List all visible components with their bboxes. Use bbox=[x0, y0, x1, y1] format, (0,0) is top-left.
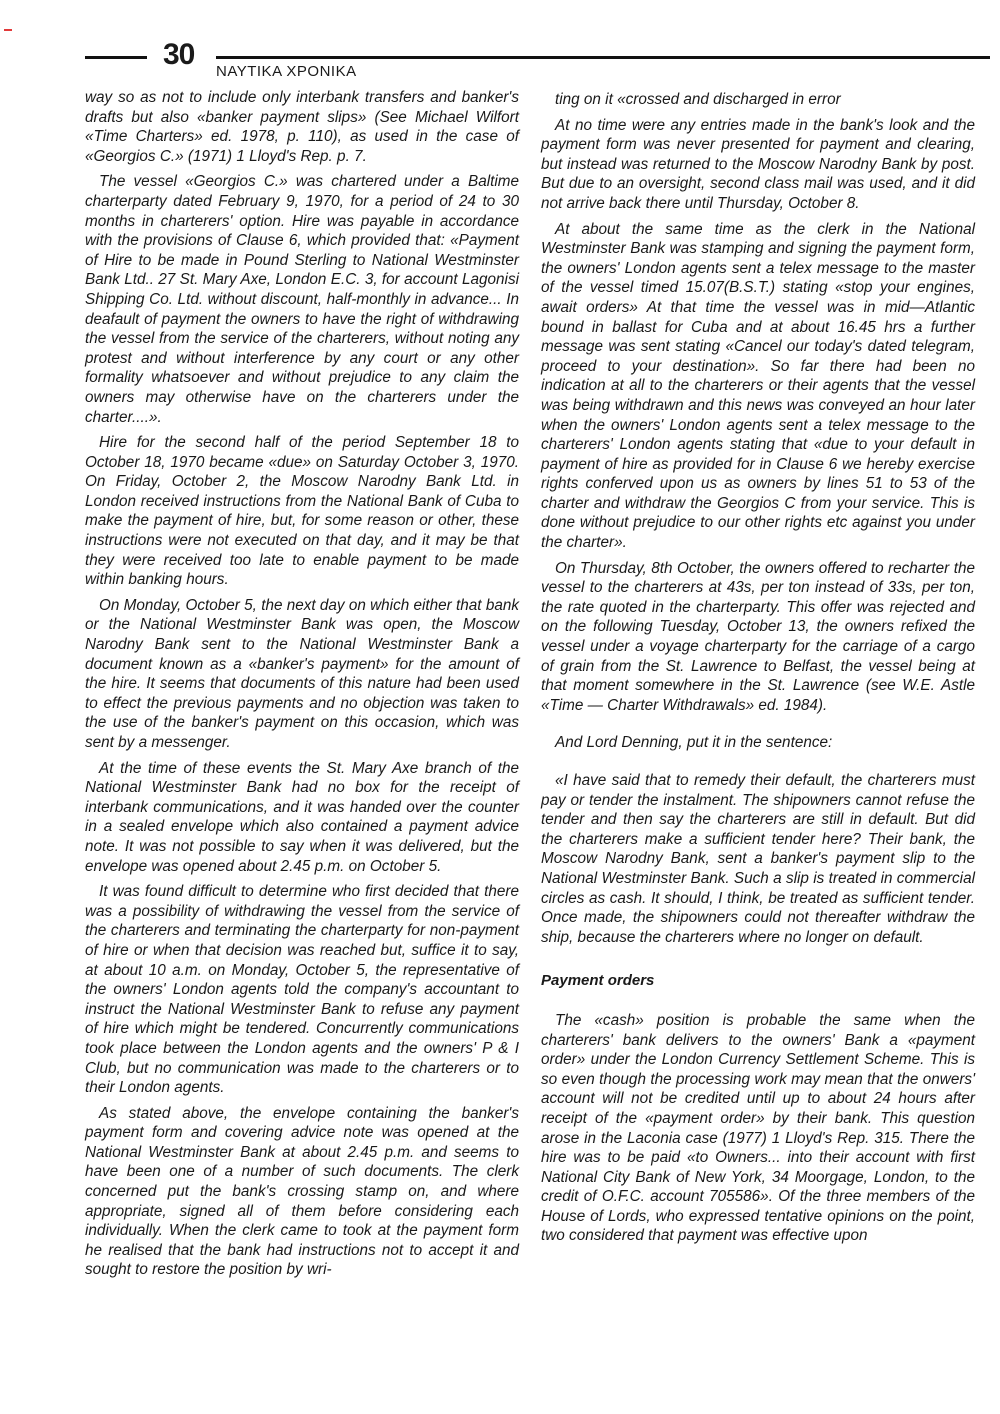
paragraph: As stated above, the envelope containing the banker's payment form and covering advice note was opened at the National Westminster Bank at about 2.45 p.m. and seems to have been one of a number of such documents. The clerk concerned put the bank's crossing stamp on, and where appropriate, signed all of them before considering each individually. When the clerk came to took at the payment form he realised that the bank had instructions not to accept it and sought to restore the position by wri- bbox=[85, 1104, 519, 1279]
journal-title: ΝΑΥΤΙΚΑ ΧΡΟΝΙΚΑ bbox=[216, 63, 357, 80]
paragraph: And Lord Denning, put it in the sentence: bbox=[555, 734, 833, 752]
page-number: 30 bbox=[163, 38, 195, 71]
right-column bbox=[541, 90, 975, 1252]
header-rule-left bbox=[85, 56, 147, 59]
paragraph: At about the same time as the clerk in the National Westminster Bank was stamping and signing the payment form, the owners' London agents sent a telex message to the master of the vessel timed 15.07(B.S.T.) stating «stop your engines, await orders» At that time the vessel was in mid—Atlantic bound in ballast for Cuba and at about 16.45 hrs a further message was sent stating «Cancel our today's dated telegram, proceed to your destination». So far there had been no indication at all to the charterers or their agents that the vessel was being withdrawn and this news was conveyed an hour later when the owners' London agents sent a telex message to the charterers' London agents stating that «due to your default in payment of hire as provided for in Clause 6 we hereby exercise rights conferved upon us as owners by lines 51 to 53 of the charter and withdraw the Georgios C from your service. This is done without prejudice to our other rights etc against you under the charter». bbox=[541, 220, 975, 552]
paragraph: The «cash» position is probable the same when the charterers' bank delivers to the owners' Bank a «payment order» under the London Currency Settlement Scheme. This is so even though the processing work may mean that the onwers' account will not be credited until up to about 24 hours after receipt of the «payment order» by their bank. This question arose in the Laconia case (1977) 1 Lloyd's Rep. 315. There the hire was to be paid «to Owners... into their account with first National City Bank of New York, 34 Moorgage, London, to the credit of O.F.C. account 705586». Of the three members of the House of Lords, who expressed tentative opinions on the point, two considered that payment was effective upon bbox=[541, 1011, 975, 1245]
quote-paragraph: «I have said that to remedy their default, the charterers must pay or tender the instalment. The shipowners cannot refuse the tender and then say the charterers are still in default. But did the charterers make a sufficient tender here? Their bank, the Moscow Narodny Bank, sent a banker's payment slip to the National Westminster Bank. Such a slip is treated in commercial circles as cash. It should, I think, be treated as sufficient tender. Once made, the shipowners could not thereafter withdraw the ship, because the charterers where no longer on default. bbox=[541, 772, 975, 946]
left-column bbox=[85, 88, 519, 1286]
paragraph: way so as not to include only interbank transfers and banker's drafts but also «banker payment slips» (See Michael Wilfort «Time Charters» ed. 1978, p. 110), as used in the case of «Georgios C.» (1971) 1 Lloyd's Rep. p. 7. bbox=[85, 89, 519, 165]
paragraph: At no time were any entries made in the bank's look and the payment form was never presented for payment and clearing, but instead was returned to the Moscow Narodny Bank by post. But due to an oversight, second class mail was used, and it did not arrive back there until Thursday, October 8. bbox=[541, 116, 975, 212]
paragraph: It was found difficult to determine who first decided that there was a possibility of withdrawing the vessel from the service of the charterers and terminating the charterparty for non-payment of hire or when that decision was reached but, suffice it to say, at about 10 a.m. on Monday, October 5, the representative of the owners' London agents told the company's accountant to instruct the National Westminster Bank to refuse any payment of hire which might be tendered. Concurrently communications took place between the London agents and the owners' P & I Club, but no communication was made to the charterers or to their London agents. bbox=[85, 883, 519, 1097]
paragraph: On Thursday, 8th October, the owners offered to recharter the vessel to the charterers at 43s, per ton instead of 33s, per ton, the rate quoted in the charterparty. This offer was rejected and on the following Tuesday, October 13, the owners refixed the vessel under a voyage charterparty for the carriage of a cargo of grain from the St. Lawrence to Belfast, the vessel being at that moment somewhere in the St. Lawrence (see W.E. Astle «Time — Charter Withdrawals» ed. 1984). bbox=[541, 559, 975, 714]
margin-mark bbox=[4, 29, 12, 31]
header-rule-right bbox=[216, 56, 990, 59]
paragraph: The vessel «Georgios C.» was chartered under a Baltime charterparty dated February 9, 1970, for a period of 24 to 30 months in charterers' option. Hire was payable in accordance with the provisions of Clause 6, which provided that: «Payment of Hire to be made in Pound Sterling to National Westminster Bank Ltd.. 27 St. Mary Axe, London E.C. 3, for account Lagonisi Shipping Co. Ltd. without discount, half-monthly in advance... In deafault of payment the owners to have the right of withdrawing the vessel from the service of the charterers, without noting any protest and without interference by any court or any other formality whatsoever and without prejudice to any claim the owners may otherwise have on the charterers under the charter....». bbox=[85, 173, 519, 426]
paragraph: Hire for the second half of the period September 18 to October 18, 1970 became «due» on Saturday October 3, 1970. On Friday, October 2, the Moscow Narodny Bank Ltd. in London received instructions from the National Bank of Cuba to make the payment of hire, but, for some reason or other, these instructions were not executed on that day, and it may be that they were received too late to enable payment to be made within banking hours. bbox=[85, 434, 519, 589]
section-heading: Payment orders bbox=[541, 972, 655, 990]
paragraph: ting on it «crossed and discharged in error bbox=[555, 91, 841, 108]
paragraph: At the time of these events the St. Mary Axe branch of the National Westminster Bank had no box for the receipt of interbank communications, and it was handed over the counter in a sealed envelope which also contained a payment advice note. It was not possible to say when it was delivered, but the envelope was opened about 2.45 p.m. on October 5. bbox=[85, 759, 519, 875]
paragraph: On Monday, October 5, the next day on which either that bank or the National Westminster Bank was open, the Moscow Narodny Bank sent to the National Westminster Bank a document known as a «banker's payment» for the amount of the hire. It seems that documents of this nature had been used to effect the previous payments and no objection was taken to the use of the banker's payment on this occasion, which was sent by a messenger. bbox=[85, 596, 519, 751]
